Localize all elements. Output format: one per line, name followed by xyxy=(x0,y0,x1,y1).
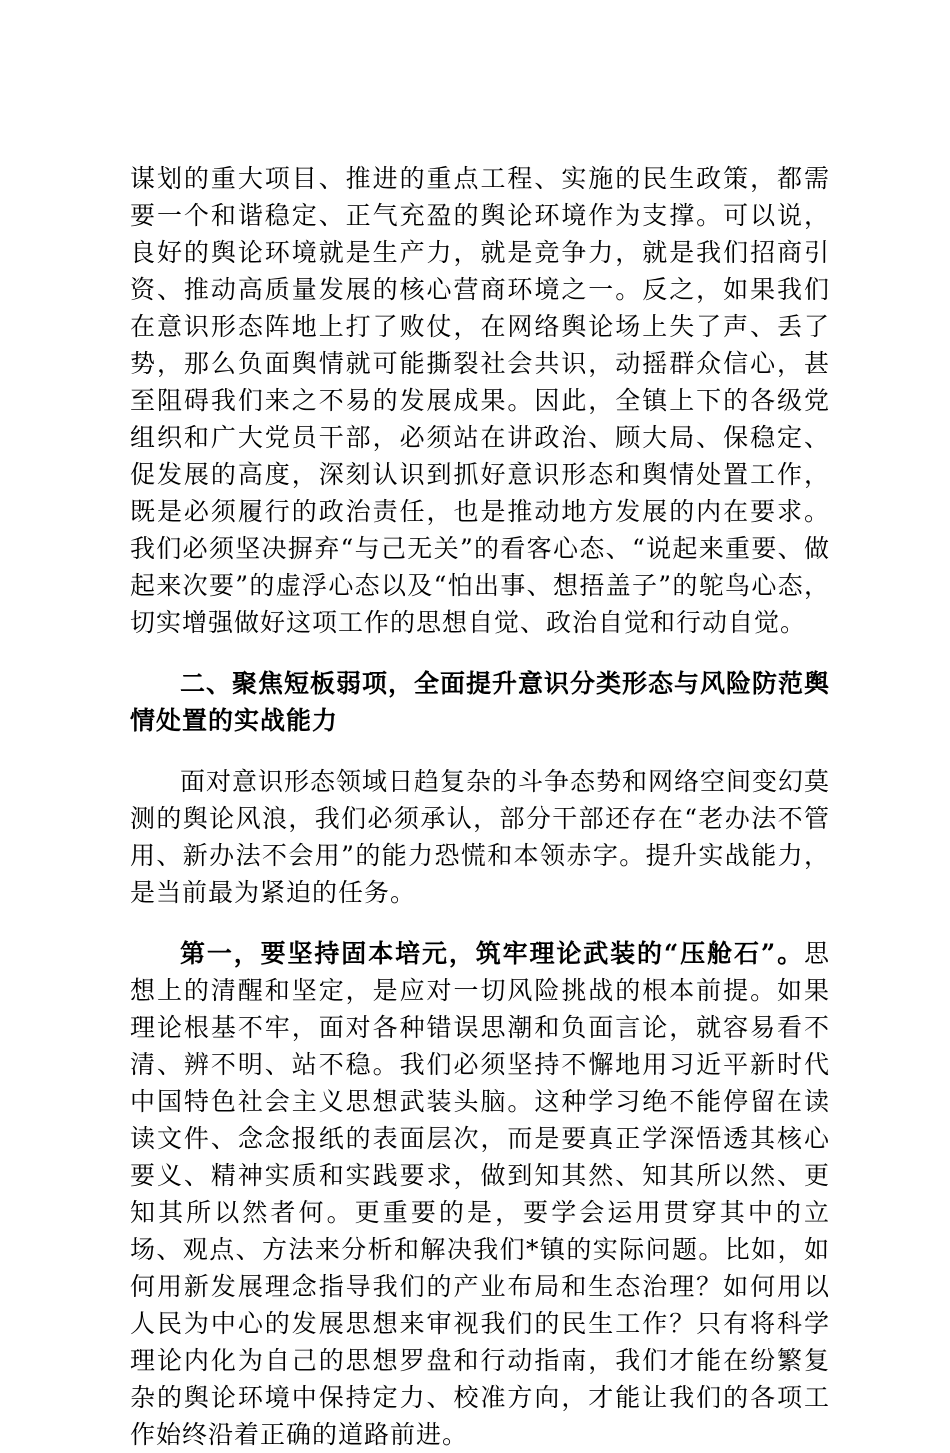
document-page xyxy=(130,160,830,1453)
body-paragraph: 谋划的重大项目、推进的重点工程、实施的民生政策，都需要一个和谐稳定、正气充盈的舆论环境作为支撑。可以说，良好的舆论环境就是生产力，就是竞争力，就是我们招商引资、推动高质量发展的核心营商环境之一。反之，如果我们在意识形态阵地上打了败仗，在网络舆论场上失了声、丢了势，那么负面舆情就可能撕裂社会共识，动摇群众信心，甚至阻碍我们来之不易的发展成果。因此，全镇上下的各级党组织和广大党员干部，必须站在讲政治、顾大局、保稳定、促发展的高度，深刻认识到抓好意识形态和舆情处置工作，既是必须履行的政治责任，也是推动地方发展的内在要求。我们必须坚决摒弃“与己无关”的看客心态、“说起来重要、做起来次要”的虚浮心态以及“怕出事、想捂盖子”的鸵鸟心态，切实增强做好这项工作的思想自觉、政治自觉和行动自觉。 xyxy=(130,164,830,637)
body-paragraph-with-lead xyxy=(130,935,830,1453)
paragraph-lead: 第一，要坚持固本培元，筑牢理论武装的“压舱石”。 xyxy=(180,939,804,968)
section-heading: 二、聚焦短板弱项，全面提升意识分类形态与风险防范舆情处置的实战能力 xyxy=(130,669,831,735)
body-paragraph: 面对意识形态领域日趋复杂的斗争态势和网络空间变幻莫测的舆论风浪，我们必须承认，部分干部还存在“老办法不管用、新办法不会用”的能力恐慌和本领赤字。提升实战能力，是当前最为紧迫的任务。 xyxy=(130,767,831,907)
paragraph-body: 思想上的清醒和坚定，是应对一切风险挑战的根本前提。如果理论根基不牢，面对各种错误思潮和负面言论，就容易看不清、辨不明、站不稳。我们必须坚持不懈地用习近平新时代中国特色社会主义思想武装头脑。这种学习绝不能停留在读读文件、念念报纸的表面层次，而是要真正学深悟透其核心要义、精神实质和实践要求，做到知其然、知其所以然、更知其所以然者何。更重要的是，要学会运用贯穿其中的立场、观点、方法来分析和解决我们*镇的实际问题。比如，如何用新发展理念指导我们的产业布局和生态治理？如何用以人民为中心的发展思想来审视我们的民生工作？只有将科学理论内化为自己的思想罗盘和行动指南，我们才能在纷繁复杂的舆论环境中保持定力、校准方向，才能让我们的各项工作始终沿着正确的道路前进。 xyxy=(130,939,830,1449)
